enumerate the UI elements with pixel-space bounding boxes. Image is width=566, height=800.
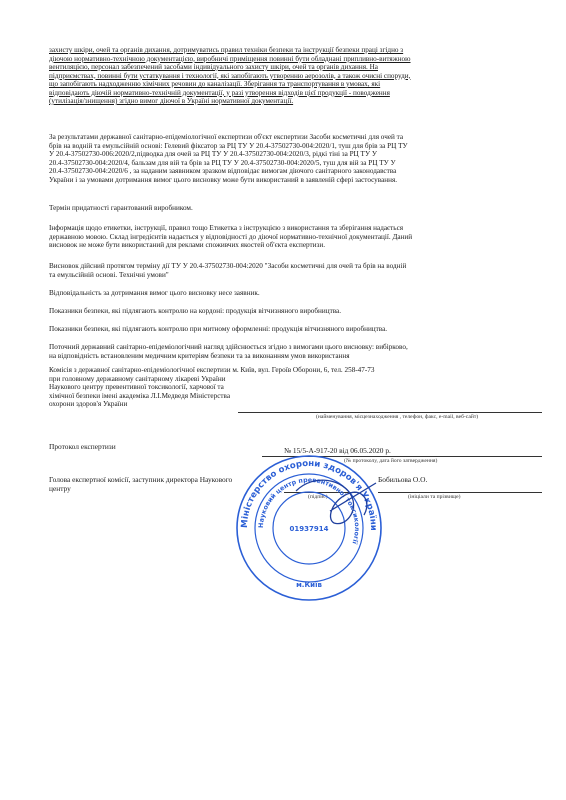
result-paragraph — [49, 133, 541, 184]
line: У 20.4-37502730-006:2020/2,підводка для очей за РЦ ТУ У 20.4-37502730-004:2020/3, рідкі тіні за РЦ ТУ У — [49, 150, 377, 158]
safety-paragraph — [49, 46, 541, 106]
line: хімічної безпеки імені академіка Л.І.Медведя Міністерства — [49, 391, 231, 400]
responsibility-paragraph — [49, 289, 541, 298]
commission-block — [49, 366, 541, 409]
line: при головному державному санітарному лікареві України — [49, 374, 226, 383]
line: (утилізація/знищення) згідно вимог діючої в Україні нормативної документації. — [49, 97, 294, 105]
line: брів на водній та емульсійній основі: Гелевий фіксатор за РЦ ТУ У 20.4-37502730-004:2020/1, туш для брів за РЦ ТУ — [49, 141, 408, 150]
org-caption: (найменування, місцезнаходження , телефон, факс, e-mail, веб-сайт) — [316, 414, 479, 420]
line: Інформація щодо етикетки, інструкції, правил тощо Етикетка з інструкцією з використання та зберігання надається — [49, 224, 404, 232]
line: відповідають діючій нормативно-технічній документації, у разі утворення відходів цієї продукції - поводження — [49, 88, 390, 97]
line: захисту шкіри, очей та органів дихання, дотримуватись правил техніки безпеки та інструкції безпеки праці згідно з — [49, 46, 404, 54]
customs-control-paragraph — [49, 325, 541, 334]
line: 20.4-37502730-004:2020/6 , за наданим заявником зразком відповідає вимогам діючого санітарного законодавства — [49, 167, 397, 175]
line: Поточний державний санітарно-епідеміологічний нагляд здійснюється згідно з вимогами цього висновку: вибірково, — [49, 343, 408, 351]
name-caption: (ініціали та прізвище) — [408, 494, 461, 500]
line: Відповідальність за дотримання вимог цього висновку несе заявник. — [49, 289, 260, 297]
line: діючою нормативно-технічною документацією, виробничі приміщення повинні бути обладнані припливно-витяжною — [49, 54, 411, 63]
stamp-outer-text: Міністерство охорони здоров'я України — [239, 458, 379, 531]
line: Термін придатності гарантований виробником. — [49, 204, 193, 212]
stamp-city: м.Київ — [296, 581, 322, 589]
protocol-label: Протокол експертизи — [49, 442, 116, 451]
validity-paragraph — [49, 262, 541, 279]
line: Показники безпеки, які підлягають контролю на кордоні: продукція вітчизняного виробництва. — [49, 307, 342, 315]
line: державною мовою. Склад інгредієнтів надається у відповідності до діючої нормативно-технічної документації. Даний — [49, 232, 413, 241]
line: Голова експертної комісії, заступник директора Наукового — [49, 475, 233, 484]
shelf-life-paragraph — [49, 204, 541, 213]
divider — [238, 412, 542, 413]
line: 20.4-37502730-004:2020/4, бальзам для вій та брів за РЦ ТУ У 20.4-37502730-004:2020/5, туш для вій за РЦ ТУ У — [49, 158, 396, 167]
stamp-inner-text: Науковий центр превентивної токсикології — [256, 475, 362, 546]
stamp-code: 01937914 — [289, 525, 329, 533]
line: Висновок дійсний протягом терміну дії ТУ У 20.4-37502730-004:2020 "Засоби косметичні для очей та брів на водній — [49, 262, 407, 270]
line: Показники безпеки, які підлягають контролю при митному оформленні: продукція вітчизняного виробництва. — [49, 325, 388, 333]
border-control-paragraph — [49, 307, 541, 316]
line: Наукового центру превентивної токсикології, харчової та — [49, 383, 224, 391]
divider — [378, 492, 542, 493]
protocol-caption: (№ протоколу, дата його затвердження) — [344, 458, 438, 464]
official-stamp — [234, 453, 384, 603]
line: та емульсійній основі. Технічні умови" — [49, 270, 169, 279]
line: охорони здоров'я України — [49, 400, 128, 408]
label-info-paragraph — [49, 224, 541, 250]
line: вентиляцією, персонал забезпечений засобами індивідуального захисту шкіри, очей та органів дихання. На — [49, 63, 378, 71]
line: України і за умовами дотримання вимог цього висновку може бути використаний в заявленій сфері застосування. — [49, 175, 398, 184]
line: на відповідність встановленим медичним критеріям безпеки та за виконанням умов використання — [49, 351, 350, 360]
protocol-number: № 15/5-А-917-20 від 06.05.2020 р. — [284, 446, 391, 455]
line: За результатами державної санітарно-епідеміологічної експертизи об'єкт експертизи Засоби косметичні для очей та — [49, 133, 404, 141]
supervision-paragraph — [49, 343, 541, 360]
line: що запобігають надходженню хімічних речовин до каналізації. Зберігання та транспортування в умовах, які — [49, 80, 381, 88]
signature-caption: (підпис) — [308, 494, 328, 500]
line: Комісія з державної санітарно-епідеміологічної експертизи м. Київ, вул. Героїв Оборони, 6, тел. 258-47-73 — [49, 366, 375, 374]
head-name: Бобильова О.О. — [378, 475, 428, 484]
line: центру — [49, 483, 71, 493]
line: підприємствах, повинні бути устаткування і технології, які запобігають утворенню аерозолів, а також очисні споруди, — [49, 71, 411, 80]
line: висновок не може бути використаний для реклами споживчих якостей об'єкта експертизи. — [49, 241, 325, 249]
